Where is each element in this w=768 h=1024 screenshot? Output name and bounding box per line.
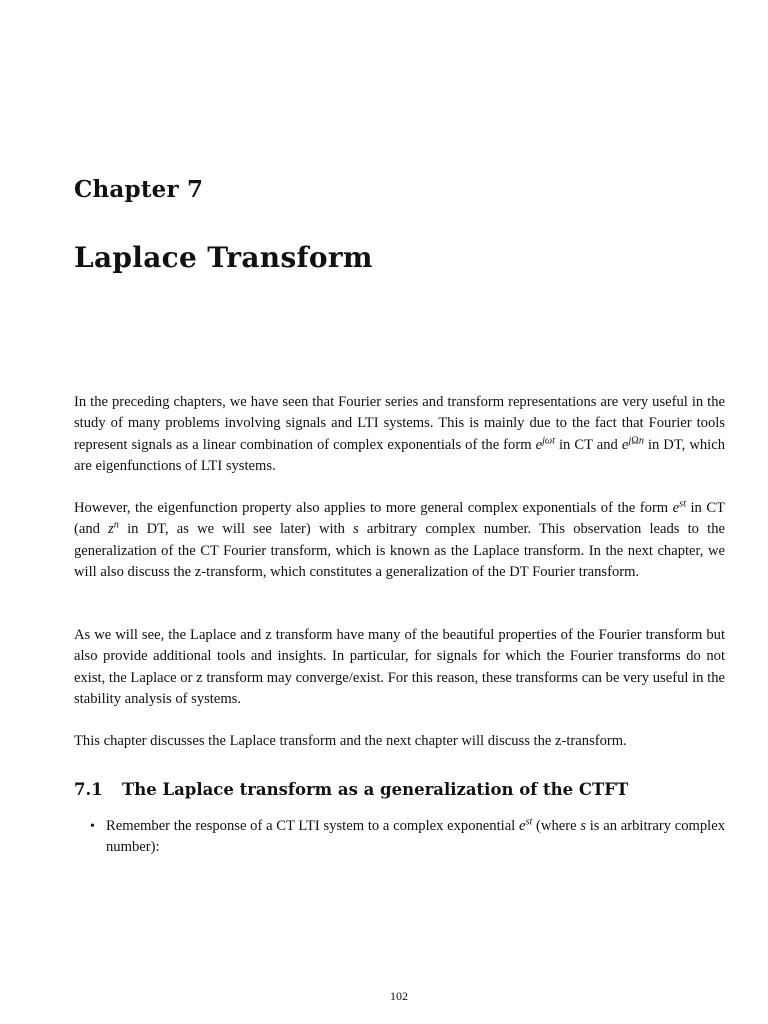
section-number: 7.1 — [74, 780, 103, 799]
paragraph-text: in CT and — [554, 436, 622, 453]
paragraph-overview: This chapter discusses the Laplace transform and the next chapter will discuss the z-transform. — [74, 733, 627, 749]
math-expression: s — [353, 521, 359, 538]
paragraph-text: in DT, which are eigenfunctions of LTI systems. — [74, 436, 726, 474]
bullet-text: Remember the response of a CT LTI system to a complex exponential $e^{st}$ (where s is an arbitrary complex number): — [106, 816, 725, 856]
paragraph-text: In the preceding chapters, we have seen that Fourier series and transform representations are very useful in the study of many problems involving signals and LTI systems. This is mainly due to the fact that Fourier tools represent signals as a linear combination of complex exponentials of the form — [74, 394, 725, 453]
paragraph-intro — [74, 392, 725, 477]
math-expression: $e^{j\omega t}$ — [535, 434, 555, 453]
math-expression: s — [580, 818, 586, 834]
paragraph-eigenfunction — [74, 498, 725, 583]
paragraph-properties: As we will see, the Laplace and z transform have many of the beautiful properties of the Fourier transform but also provide additional tools and insights. In particular, for signals for which the Fourier transforms do not exist, the Laplace or z transform may converge/exist. For this reason, these transforms can be very useful in the stability analysis of systems. — [74, 627, 725, 707]
bullet-marker: • — [90, 819, 95, 834]
paragraph-text: in CT (and — [74, 500, 726, 538]
chapter-label: Chapter 7 — [74, 176, 204, 203]
math-expression: $e^{st}$ — [672, 498, 686, 516]
math-expression: $z^n$ — [108, 519, 119, 538]
page-number: 102 — [390, 989, 408, 1003]
section-heading — [74, 778, 628, 802]
bullet-item — [90, 816, 725, 859]
section-title: The Laplace transform as a generalization of the CTFT — [122, 780, 629, 799]
chapter-title: Laplace Transform — [74, 241, 373, 274]
paragraph-text: arbitrary complex number. This observation leads to the generalization of the CT Fourier transform, which is known as the Laplace transform. In the next chapter, we will also discuss the z-transform, which constitutes a generalization of the DT Fourier transform. — [74, 521, 725, 580]
paragraph-text: in DT, as we will see later) with — [118, 521, 354, 538]
math-expression: $e^{st}$ — [518, 816, 533, 834]
paragraph-text: However, the eigenfunction property also applies to more general complex exponentials of the form — [74, 500, 673, 516]
math-expression: $e^{j\Omega n}$ — [621, 434, 644, 453]
